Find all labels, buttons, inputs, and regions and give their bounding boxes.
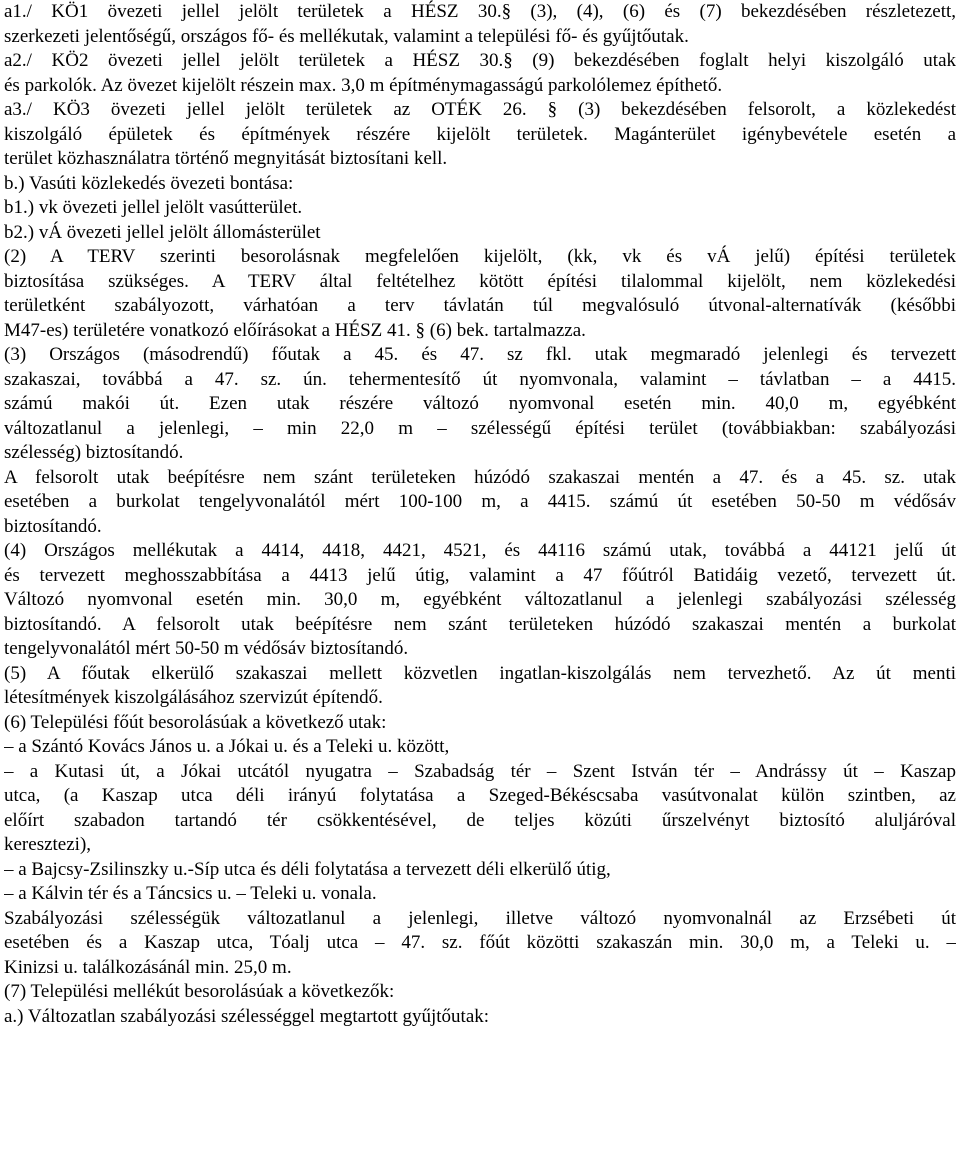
text-line: és tervezett meghosszabbítása a 4413 jelű útig, valamint a 47 főútról Batidáig vezető, tervezett út. [4,564,956,586]
text-line: szerkezeti jelentőségű, országos fő- és mellékutak, valamint a települési fő- és gyűjtőutak. [4,25,689,47]
text-line: – a Kálvin tér és a Táncsics u. – Teleki u. vonala. [4,883,377,904]
text-line: Változó nyomvonal esetén min. 30,0 m, egyébként változatlanul a jelenlegi szabályozási szélesség [4,589,956,610]
text-line: M47-es) területére vonatkozó előírásokat a HÉSZ 41. § (6) bek. tartalmazza. [4,319,586,341]
text-line: – a Szántó Kovács János u. a Jókai u. és a Teleki u. között, [4,736,450,757]
text-line: Szabályozási szélességük változatlanul a jelenlegi, illetve változó nyomvonalnál az Erzsébeti út [4,907,956,929]
text-line: Kinizsi u. találkozásánál min. 25,0 m. [4,956,292,978]
text-line: tengelyvonalától mért 50-50 m védősáv biztosítandó. [4,638,409,659]
text-line: a.) Változatlan szabályozási szélességgel megtartott gyűjtőutak: [4,1005,490,1027]
text-line: b1.) vk övezeti jellel jelölt vasútterület. [4,197,303,218]
text-line: a1./ KÖ1 övezeti jellel jelölt területek a HÉSZ 30.§ (3), (4), (6) és (7) bekezdésében részletezett, [4,1,956,22]
text-line: létesítmények kiszolgálásához szervizút építendő. [4,687,383,708]
text-line: a3./ KÖ3 övezeti jellel jelölt területek az OTÉK 26. § (3) bekezdésében felsorolt, a közlekedést [4,99,956,120]
text-line: szakaszai, továbbá a 47. sz. ún. tehermentesítő út nyomvonala, valamint – távlatban – a 4415. [4,368,956,390]
text-line: biztosítandó. A felsorolt utak beépítésre nem szánt területeken húzódó szakaszai mentén a burkolat [4,613,956,635]
text-line: kiszolgáló épületek és építmények részére kijelölt területek. Magánterület igénybevétele esetén a [4,123,956,145]
text-line: esetében és a Kaszap utca, Tóalj utca – 47. sz. főút közötti szakaszán min. 30,0 m, a Teleki u. – [4,932,956,953]
text-line: b.) Vasúti közlekedés övezeti bontása: [4,172,294,194]
text-line: (4) Országos mellékutak a 4414, 4418, 4421, 4521, és 44116 számú utak, továbbá a 44121 jelű út [4,540,956,561]
text-line: keresztezi), [4,834,92,855]
text-line: területként szabályozott, várhatóan a terv távlatán túl megvalósuló útvonal-alternatívák (későbbi [4,295,956,316]
text-line: és parkolók. Az övezet kijelölt részein max. 3,0 m építménymagasságú parkolólemez építhető. [4,74,723,96]
text-line: (6) Települési főút besorolásúak a következő utak: [4,711,387,733]
text-line: számú makói út. Ezen utak részére változó nyomvonal esetén min. 40,0 m, egyébként [4,393,956,414]
text-line: utca, (a Kaszap utca déli irányú folytatása a Szeged-Békéscsaba vasútvonalat külön szintben, az [4,785,956,806]
text-line: biztosítása szükséges. A TERV által feltételhez kötött építési tilalommal kijelölt, nem közlekedési [4,270,956,292]
text-line: esetében a burkolat tengelyvonalától mért 100-100 m, a 4415. számú út esetében 50-50 m védősáv [4,491,956,512]
text-line: – a Bajcsy-Zsilinszky u.-Síp utca és déli folytatása a tervezett déli elkerülő útig, [4,858,611,880]
text-line: b2.) vÁ övezeti jellel jelölt állomásterület [4,221,321,243]
text-line: terület közhasználatra történő megnyitását biztosítani kell. [4,148,448,169]
text-line: (5) A főutak elkerülő szakaszai mellett közvetlen ingatlan-kiszolgálás nem tervezhető. Az út menti [4,662,956,684]
text-line: (2) A TERV szerinti besorolásnak megfelelően kijelölt, (kk, vk és vÁ jelű) építési területek [4,246,956,267]
text-line: (3) Országos (másodrendű) főutak a 45. és 47. sz fkl. utak megmaradó jelenlegi és tervezett [4,344,956,365]
text-line: változatlanul a jelenlegi, – min 22,0 m – szélességű építési terület (továbbiakban: szabályozási [4,417,956,439]
text-line: előírt szabadon tartandó tér csökkentésével, de teljes közúti űrszelvényt biztosító aluljáróval [4,809,956,831]
text-line: biztosítandó. [4,515,102,537]
text-line: a2./ KÖ2 övezeti jellel jelölt területek a HÉSZ 30.§ (9) bekezdésében foglalt helyi kiszolgáló utak [4,50,956,71]
text-line: – a Kutasi út, a Jókai utcától nyugatra – Szabadság tér – Szent István tér – Andrássy út – Kaszap [4,760,956,782]
text-line: szélesség) biztosítandó. [4,442,184,463]
text-line: A felsorolt utak beépítésre nem szánt területeken húzódó szakaszai mentén a 47. és a 45. sz. utak [4,466,956,488]
text-line: (7) Települési mellékút besorolásúak a következők: [4,981,395,1002]
